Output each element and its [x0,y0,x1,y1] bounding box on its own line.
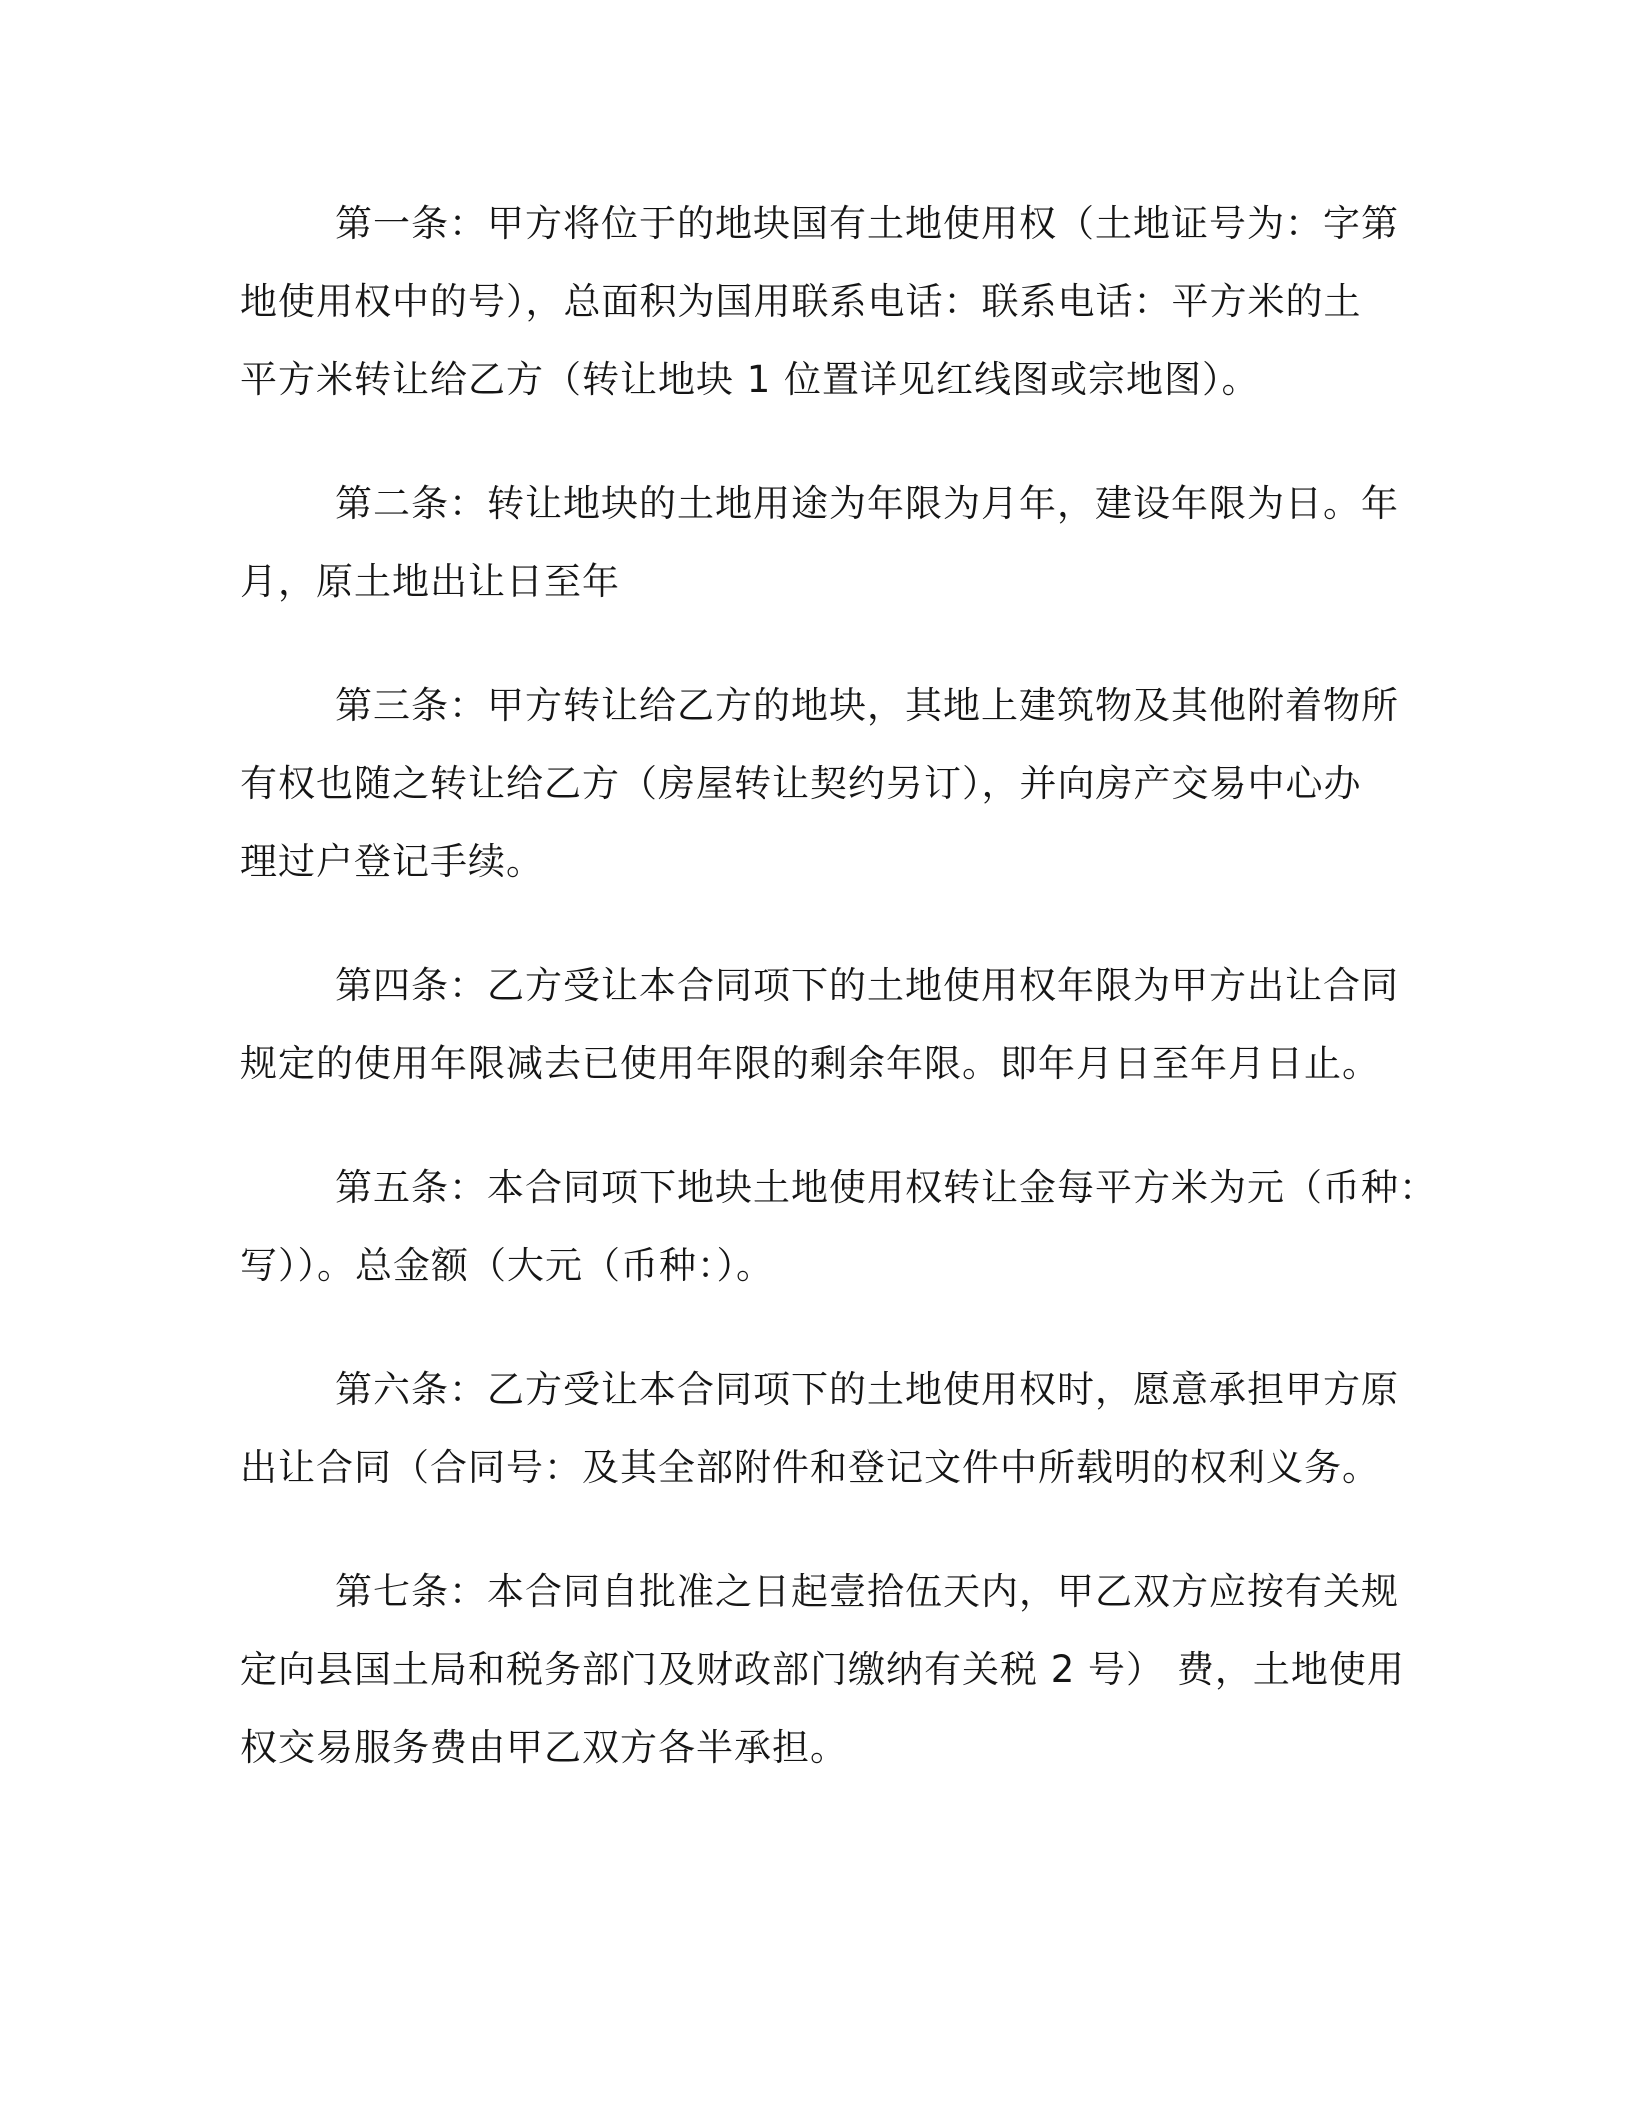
clause-3-line-2: 有权也随之转让给乙方（房屋转让契约另订），并向房产交易中心办 [240,762,1362,805]
clause-3 [240,667,1399,901]
clause-6-line-2: 出让合同（合同号：及其全部附件和登记文件中所载明的权利义务。 [240,1446,1380,1489]
clause-6-line-1: 第六条：乙方受让本合同项下的土地使用权时，愿意承担甲方原 [335,1368,1399,1411]
clause-2 [240,465,1399,621]
clause-1 [240,185,1399,419]
clause-5-line-1: 第五条：本合同项下地块土地使用权转让金每平方米为元（币种： [335,1166,1437,1209]
clause-3-line-3: 理过户登记手续。 [240,840,544,883]
clause-7-line-3: 权交易服务费由甲乙双方各半承担。 [240,1726,848,1769]
clause-1-line-1: 第一条：甲方将位于的地块国有土地使用权（土地证号为：字第 [335,202,1399,245]
clause-2-line-2: 月，原土地出让日至年 [240,560,620,603]
clause-7-line-2: 定向县国土局和税务部门及财政部门缴纳有关税 2 号） 费，土地使用 [240,1648,1405,1691]
clause-6 [240,1351,1399,1507]
clause-7 [240,1553,1405,1787]
document-body [240,185,1437,1833]
clause-4-line-1: 第四条：乙方受让本合同项下的土地使用权年限为甲方出让合同 [335,964,1399,1007]
clause-1-line-2: 地使用权中的号），总面积为国用联系电话：联系电话：平方米的土 [240,280,1362,323]
clause-4 [240,947,1399,1103]
clause-5-line-2: 写））。总金额（大元（币种：）。 [240,1244,774,1287]
clause-2-line-1: 第二条：转让地块的土地用途为年限为月年，建设年限为日。年 [335,482,1399,525]
clause-5 [240,1149,1437,1305]
clause-1-line-3: 平方米转让给乙方（转让地块 1 位置详见红线图或宗地图）。 [240,358,1260,401]
clause-4-line-2: 规定的使用年限减去已使用年限的剩余年限。即年月日至年月日止。 [240,1042,1380,1085]
clause-3-line-1: 第三条：甲方转让给乙方的地块，其地上建筑物及其他附着物所 [335,684,1399,727]
clause-7-line-1: 第七条：本合同自批准之日起壹拾伍天内，甲乙双方应按有关规 [335,1570,1399,1613]
